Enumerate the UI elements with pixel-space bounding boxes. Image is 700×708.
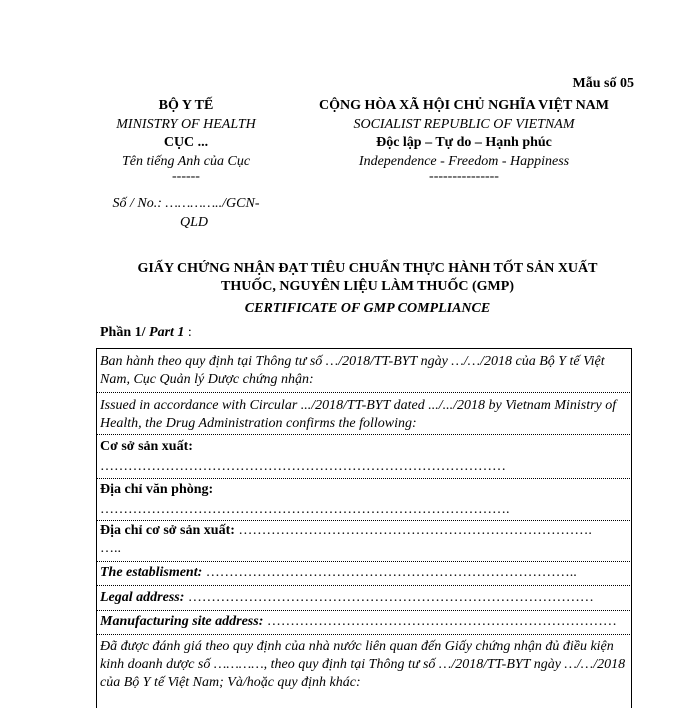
title-line-1: GIẤY CHỨNG NHẬN ĐẠT TIÊU CHUẨN THỰC HÀNH TỐT SẢN XUẤT bbox=[137, 261, 598, 276]
title-english: CERTIFICATE OF GMP COMPLIANCE bbox=[244, 301, 491, 316]
establishment-field[interactable]: …………………………………………………………………….. bbox=[202, 565, 577, 580]
ministry-name-en: MINISTRY OF HEALTH bbox=[116, 116, 256, 132]
national-header bbox=[296, 97, 632, 183]
row-divider bbox=[96, 585, 632, 586]
office-address-label: Địa chỉ văn phòng: bbox=[100, 482, 214, 497]
site-address-row bbox=[100, 523, 630, 539]
manufacturing-site-field[interactable]: ………………………………………………………………… bbox=[263, 614, 617, 629]
motto-en: Independence - Freedom - Happiness bbox=[358, 153, 570, 169]
legal-address-field[interactable]: …………………………………………………………………………… bbox=[184, 590, 594, 605]
title-line-2: THUỐC, NGUYÊN LIỆU LÀM THUỐC (GMP) bbox=[221, 279, 514, 294]
department-name-en: Tên tiếng Anh của Cục bbox=[121, 153, 251, 169]
issuer-header bbox=[96, 97, 276, 232]
issued-statement-en: Issued in accordance with Circular .../2018/TT-BYT dated .../.../2018 by Vietnam Ministry of Health, the Drug Administration confirms the following: bbox=[100, 398, 617, 431]
legal-address-row bbox=[100, 590, 630, 606]
ministry-name-vn: BỘ Y TẾ bbox=[158, 98, 214, 113]
establishment-row bbox=[100, 565, 630, 581]
row-divider bbox=[96, 610, 632, 611]
row-divider bbox=[96, 634, 632, 635]
site-address-field[interactable]: …………………………………………………………………. bbox=[234, 523, 592, 538]
manufacturing-site-label: Manufacturing site address: bbox=[100, 614, 264, 629]
part-label-en: Part 1 bbox=[149, 325, 185, 340]
national-divider: --------------- bbox=[429, 169, 499, 184]
country-name-vn: CỘNG HÒA XÃ HỘI CHỦ NGHĨA VIỆT NAM bbox=[318, 98, 609, 113]
row-divider bbox=[96, 561, 632, 562]
assessment-statement-vn: Đã được đánh giá theo quy định của nhà nước liên quan đến Giấy chứng nhận đủ điều kiện kinh doanh dược số …………, theo quy định tại Thông tư số …/2018/TT-BYT ngày …/…/2018 của Bộ Y tế Việt Nam; Và/hoặc quy định khác: bbox=[100, 639, 626, 690]
row-divider bbox=[96, 478, 632, 479]
manufacturer-field[interactable]: …………………………………………………………………………… bbox=[100, 459, 506, 474]
row-divider bbox=[96, 434, 632, 435]
row-divider bbox=[96, 520, 632, 521]
issuer-divider: ------ bbox=[172, 169, 200, 184]
part-label-vn: Phần 1/ bbox=[100, 325, 146, 340]
document-number-line-1: Số / No.: …………../GCN- bbox=[112, 196, 260, 211]
site-address-field-cont[interactable]: ….. bbox=[100, 541, 121, 556]
country-name-en: SOCIALIST REPUBLIC OF VIETNAM bbox=[353, 116, 575, 132]
legal-address-label: Legal address: bbox=[100, 590, 185, 605]
part-label-suffix: : bbox=[184, 325, 192, 340]
motto-vn: Độc lập – Tự do – Hạnh phúc bbox=[376, 135, 552, 150]
site-address-label: Địa chỉ cơ sở sản xuất: bbox=[100, 523, 235, 538]
row-divider bbox=[96, 392, 632, 393]
department-name: CỤC ... bbox=[163, 135, 209, 150]
manufacturer-label: Cơ sở sản xuất: bbox=[100, 439, 193, 454]
part-label bbox=[100, 325, 192, 341]
document-number-line-2: QLD bbox=[180, 214, 209, 230]
manufacturing-site-row bbox=[100, 614, 630, 630]
establishment-label: The establisment: bbox=[100, 565, 203, 580]
certificate-title bbox=[100, 260, 635, 318]
issued-statement-vn: Ban hành theo quy định tại Thông tư số …/2018/TT-BYT ngày …/…/2018 của Bộ Y tế Việt Nam, Cục Quản lý Dược chứng nhận: bbox=[100, 354, 605, 387]
office-address-field[interactable]: ……………………………………………………………………………. bbox=[100, 502, 510, 517]
form-number: Mẫu số 05 bbox=[572, 76, 634, 91]
